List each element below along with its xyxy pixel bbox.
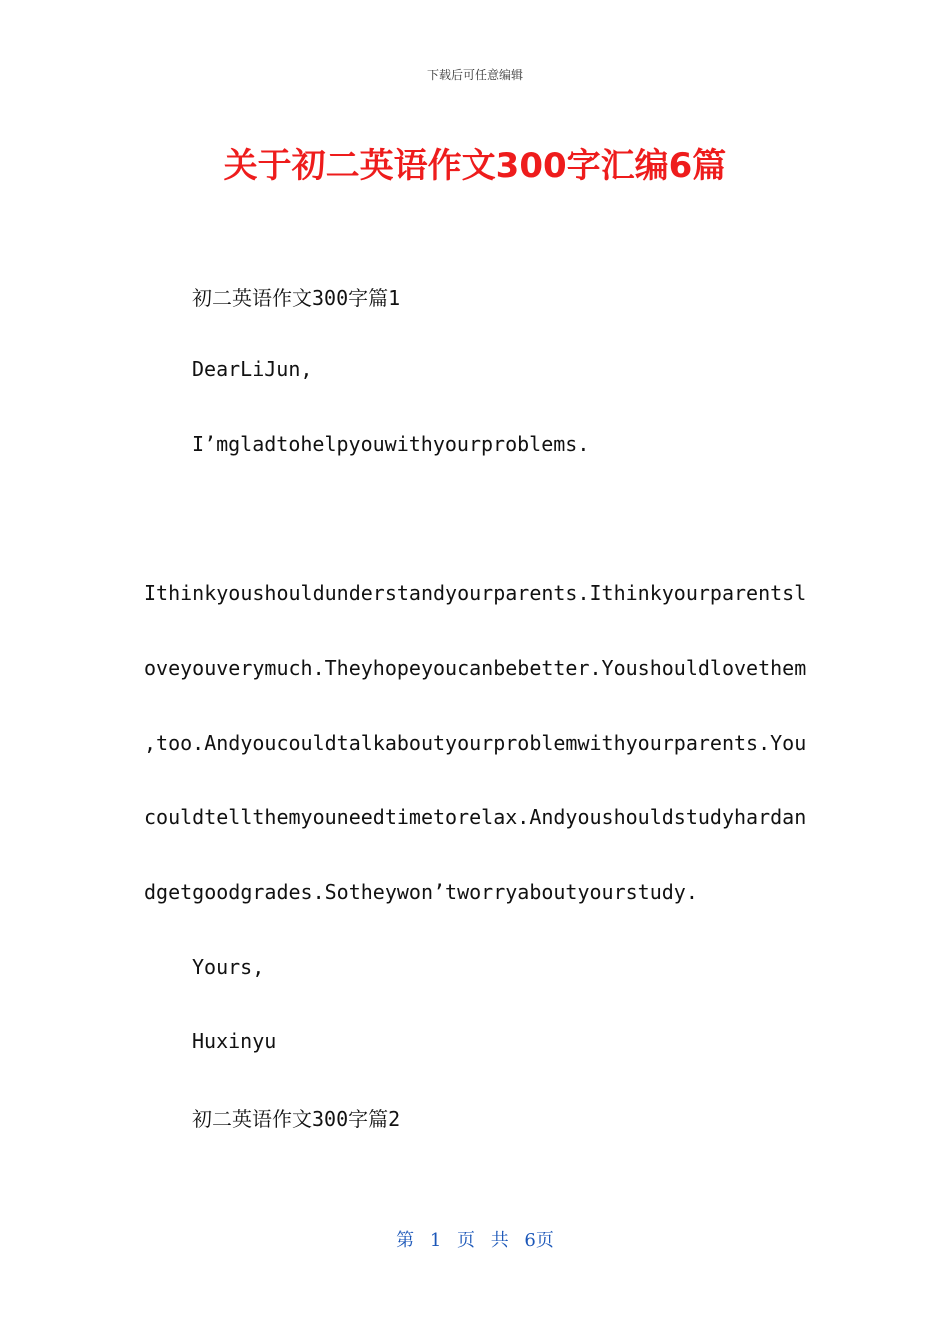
signature-name: Huxinyu — [192, 1029, 277, 1053]
paragraph-line: dgetgoodgrades.Sotheywon’tworryaboutyourstudy. — [144, 880, 698, 904]
closing: Yours, — [192, 955, 265, 979]
salutation: DearLiJun, — [192, 357, 313, 381]
header-note: 下载后可任意编辑 — [426, 68, 523, 82]
paragraph-line: couldtellthemyouneedtimetorelax.Andyoushouldstudyhardan — [144, 805, 807, 829]
paragraph-line: ,too.Andyoucouldtalkaboutyourproblemwithyourparents.You — [144, 731, 807, 755]
section-heading-2: 初二英语作文300字篇2 — [192, 1107, 401, 1131]
paragraph-line: oveyouverymuch.Theyhopeyoucanbebetter.Youshouldlovethem — [144, 656, 807, 680]
paragraph-line: I’mgladtohelpyouwithyourproblems. — [192, 432, 590, 456]
document-title: 关于初二英语作文300字汇编6篇 — [223, 146, 727, 186]
paragraph-line: Ithinkyoushouldunderstandyourparents.Ithinkyourparentsl — [144, 581, 807, 605]
section-heading-1: 初二英语作文300字篇1 — [192, 286, 401, 310]
page-number-footer: 第 1 页 共 6页 — [396, 1230, 554, 1251]
